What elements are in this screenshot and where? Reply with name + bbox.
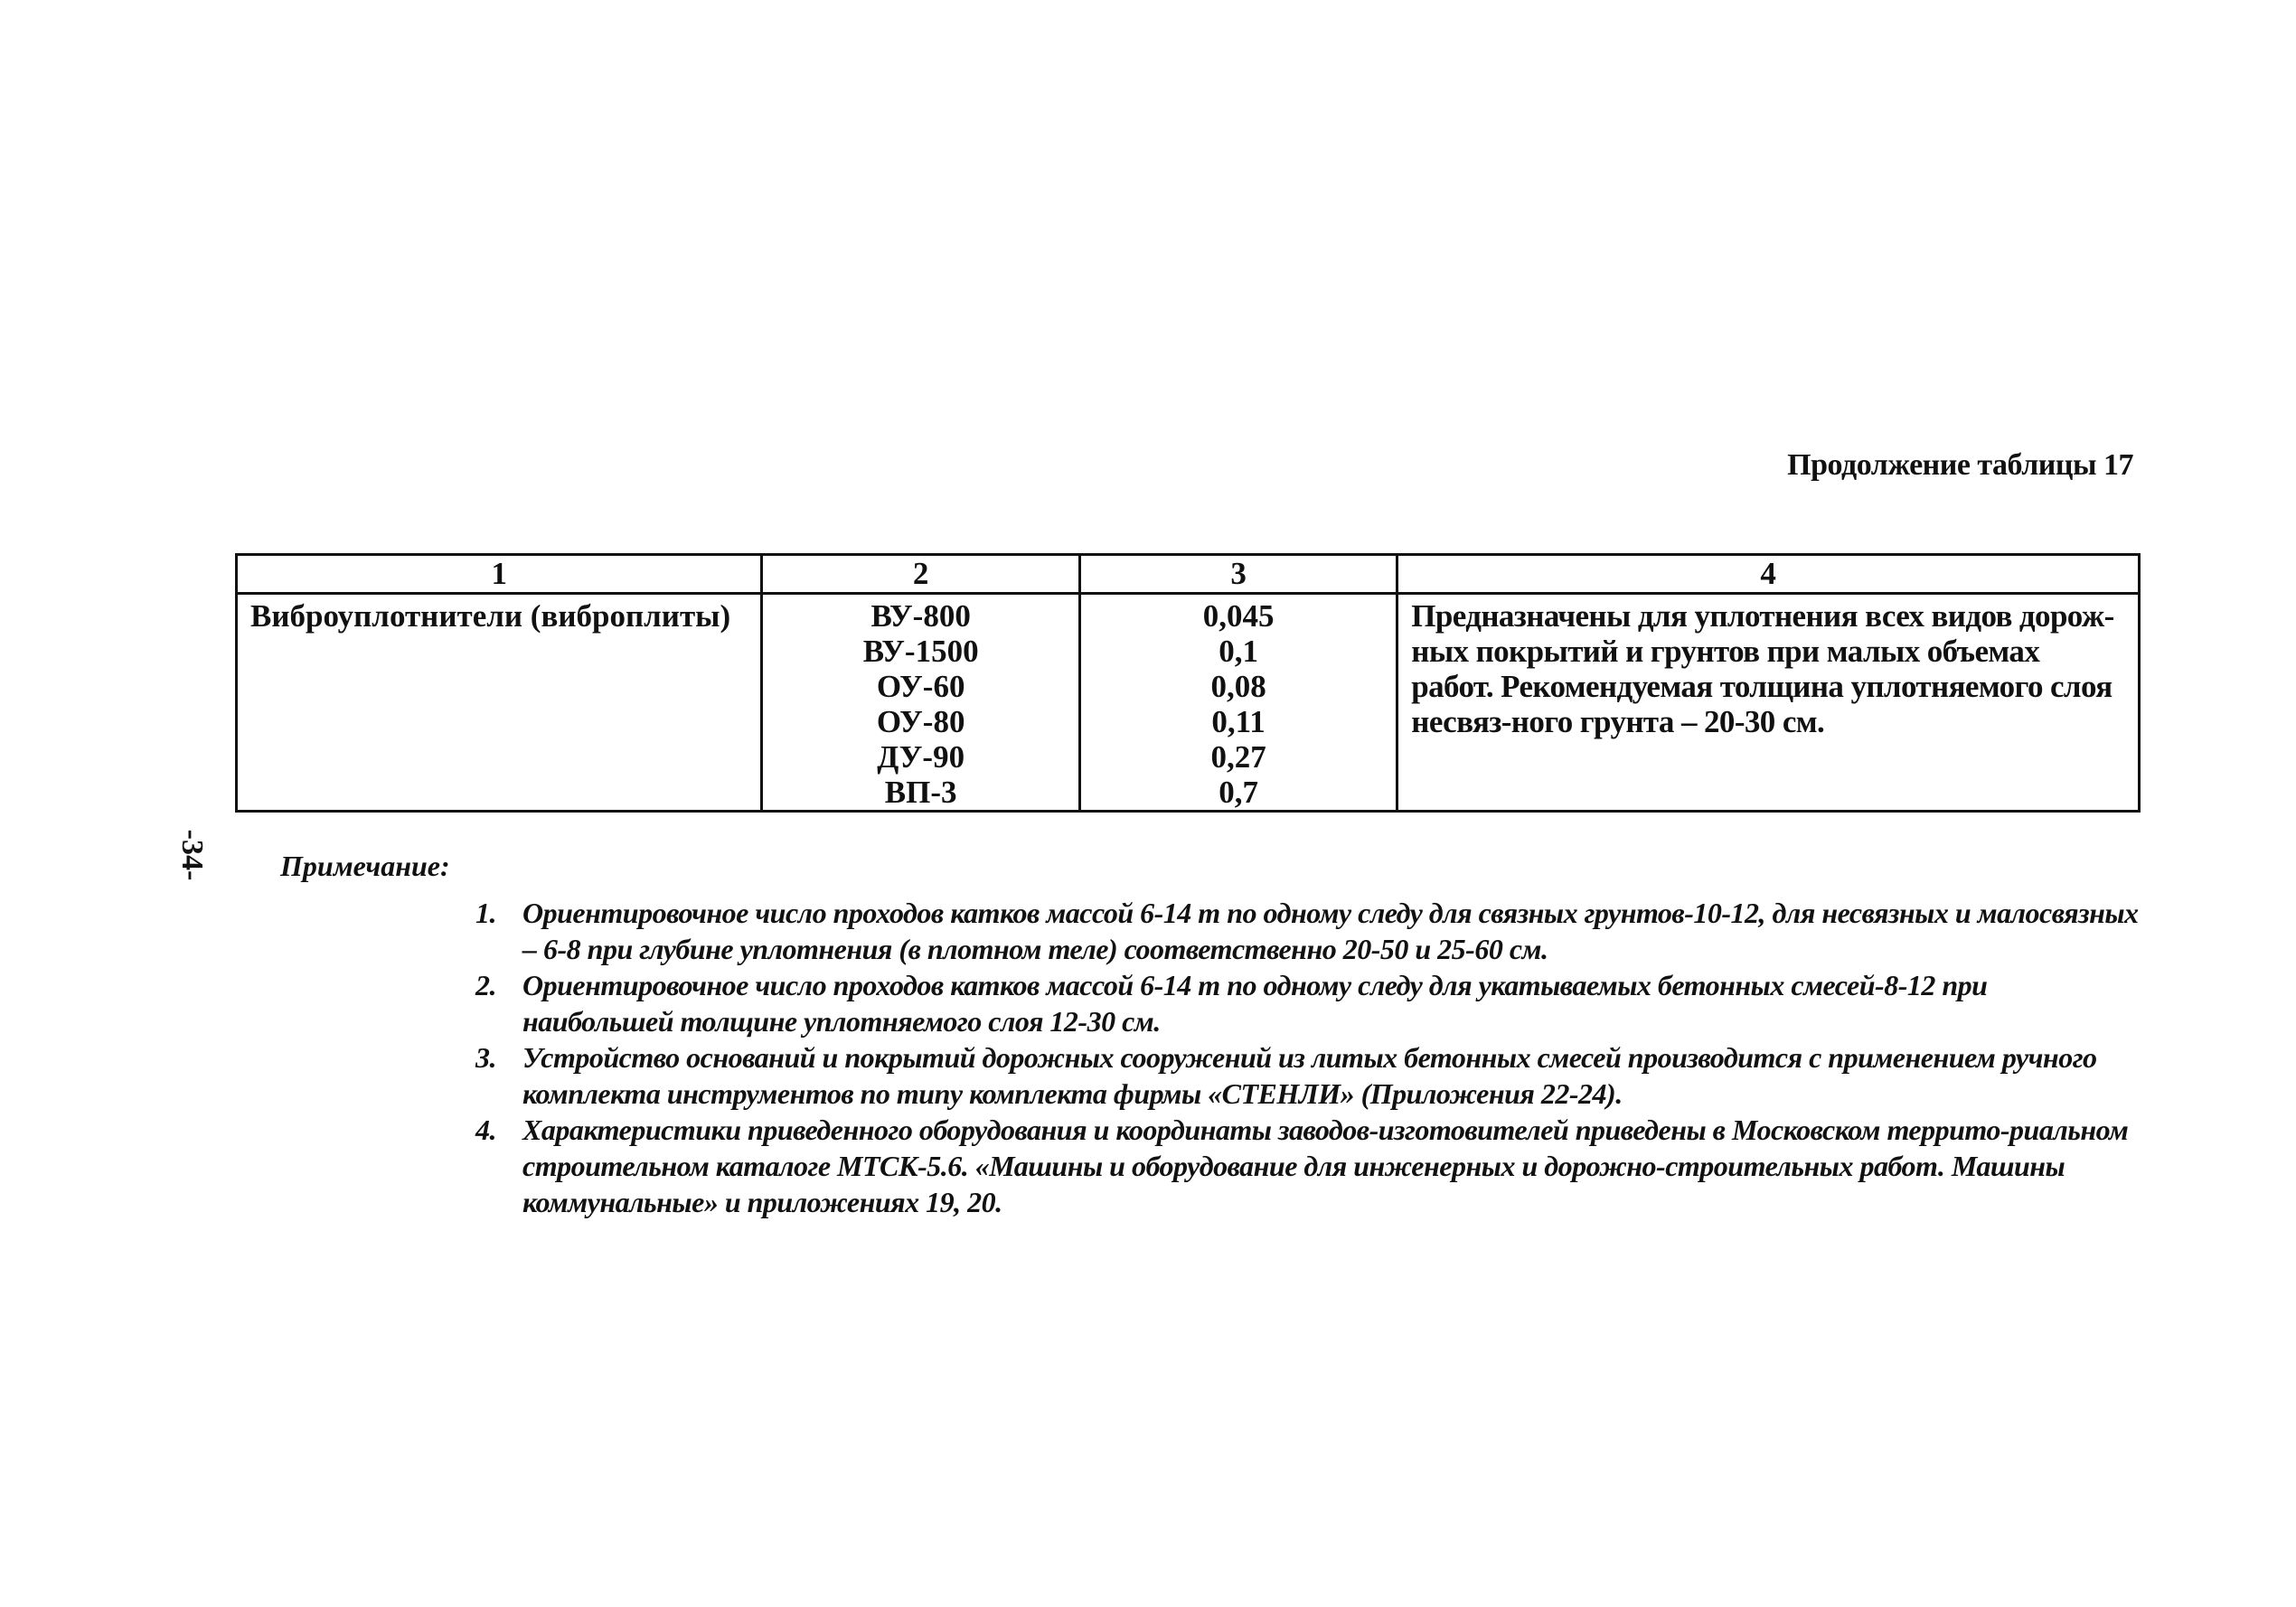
- note-text: Устройство оснований и покрытий дорожных сооружений из литых бетонных смесей производится с применением ручного комплекта инструментов по типу комплекта фирмы «СТЕНЛИ» (Приложения 22-24).: [522, 1041, 2097, 1110]
- model-item: ВУ-800: [870, 598, 971, 634]
- model-list-cell: [762, 594, 1079, 812]
- note-number: 1.: [475, 897, 496, 929]
- table-header-row: [237, 555, 2140, 594]
- value-item: 0,1: [1219, 634, 1258, 669]
- column-header-2: 2: [762, 555, 1079, 594]
- note-number: 4.: [475, 1114, 496, 1146]
- notes-list: [280, 895, 2142, 1220]
- note-item: [475, 967, 2142, 1039]
- equipment-name-cell: Виброуплотнители (виброплиты): [237, 594, 762, 812]
- value-item: 0,045: [1202, 598, 1275, 634]
- note-text: Характеристики приведенного оборудования и координаты заводов-изготовителей приведены в Московском террито-риальном строительном каталоге МТСК-5.6. «Машины и оборудование для инженерных и дорожно-строительных работ. Машины коммунальные» и приложениях 19, 20.: [522, 1114, 2129, 1218]
- model-item: ВУ-1500: [862, 634, 979, 669]
- value-item: 0,27: [1210, 739, 1266, 775]
- note-item: [475, 1039, 2142, 1112]
- equipment-table: [235, 553, 2141, 813]
- note-item: [475, 895, 2142, 967]
- page-number: -34-: [175, 829, 209, 881]
- value-item: 0,08: [1210, 669, 1266, 704]
- description-cell: Предназначены для уплотнения всех видов дорож-ных покрытий и грунтов при малых объемах работ. Рекомендуемая толщина уплотняемого слоя несвяз-ного грунта – 20-30 см.: [1397, 594, 2140, 812]
- note-number: 2.: [475, 969, 496, 1001]
- model-item: ДУ-90: [877, 739, 965, 775]
- note-number: 3.: [475, 1041, 496, 1074]
- note-text: Ориентировочное число проходов катков массой 6-14 т по одному следу для укатываемых бетонных смесей-8-12 при наибольшей толщине уплотняемого слоя 12-30 см.: [522, 969, 1988, 1038]
- model-item: ОУ-60: [876, 669, 965, 704]
- table-row: [237, 594, 2140, 812]
- table-continuation-caption: Продолжение таблицы 17: [1787, 448, 2133, 482]
- model-item: ОУ-80: [876, 704, 965, 739]
- column-header-1: 1: [237, 555, 762, 594]
- model-item: ВП-3: [884, 775, 957, 810]
- notes-title: Примечание:: [280, 850, 450, 882]
- value-item: 0,11: [1211, 704, 1266, 739]
- column-header-3: 3: [1079, 555, 1397, 594]
- notes-section: [280, 848, 2142, 1220]
- column-header-4: 4: [1397, 555, 2140, 594]
- note-text: Ориентировочное число проходов катков массой 6-14 т по одному следу для связных грунтов-10-12, для несвязных и малосвязных – 6-8 при глубине уплотнения (в плотном теле) соответственно 20-50 и 25-60 см.: [522, 897, 2139, 965]
- note-item: [475, 1112, 2142, 1220]
- value-list-cell: [1079, 594, 1397, 812]
- value-item: 0,7: [1219, 775, 1258, 810]
